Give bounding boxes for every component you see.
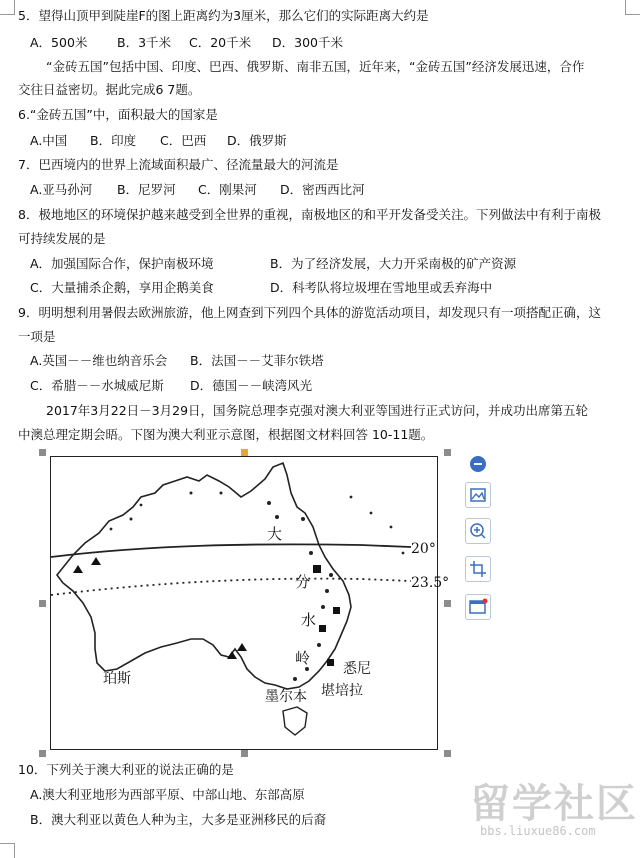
q7-option-b: B．尼罗河 (117, 182, 176, 197)
q8-option-b: B．为了经济发展，大力开采南极的矿产资源 (270, 256, 517, 271)
resize-handle-bottom-right[interactable] (444, 750, 451, 757)
q5-option-c: C．20千米 (189, 35, 252, 50)
q5-text: 5．望得山顶甲到陡崖F的图上距离约为3厘米，那么它们的实际距离大约是 (18, 8, 429, 23)
q7-text: 7．巴西境内的世界上流域面积最广、径流量最大的河流是 (18, 157, 339, 172)
q8-option-d: D．科考队将垃圾埋在雪地里或丢弃海中 (270, 280, 493, 295)
q6-option-a: A.中国 (30, 133, 68, 148)
q7-option-a: A.亚马孙河 (30, 182, 93, 197)
resize-handle-left[interactable] (39, 600, 46, 607)
corner-top-right (625, 0, 640, 15)
corner-top-left (0, 0, 15, 15)
city-canberra: 堪培拉 (321, 683, 363, 699)
minus-icon[interactable] (470, 456, 486, 472)
q9-option-a: A.英国－－维也纳音乐会 (30, 353, 168, 368)
q10-text: 10．下列关于澳大利亚的说法正确的是 (18, 762, 234, 777)
range-char-3: 水 (301, 611, 317, 629)
q10-option-b: B．澳大利亚以黄色人种为主，大多是亚洲移民的后裔 (30, 812, 327, 827)
range-char-1: 大 (267, 525, 283, 543)
q6-option-d: D．俄罗斯 (227, 133, 287, 148)
q8-option-a: A．加强国际合作，保护南极环境 (30, 256, 214, 271)
resize-handle-bottom-left[interactable] (39, 750, 46, 757)
zoom-in-icon[interactable] (465, 518, 491, 544)
q7-option-d: D．密西西比河 (280, 182, 365, 197)
mine-square (313, 565, 321, 573)
city-melbourne: 墨尔本 (265, 689, 307, 705)
mine-square (327, 659, 334, 666)
q10-option-a: A.澳大利亚地形为西部平原、中部山地、东部高原 (30, 787, 305, 802)
q5-option-a: A．500米 (30, 35, 88, 50)
resize-handle-top-right[interactable] (444, 449, 451, 456)
q8-line1: 8．极地地区的环境保护越来越受到全世界的重视，南极地区的和平开发备受关注。下列做法中有利于南极 (18, 207, 601, 222)
corner-bottom-left (0, 843, 15, 858)
window-icon[interactable] (465, 594, 491, 620)
mine-square (333, 607, 340, 614)
q5-option-d: D．300千米 (272, 35, 343, 50)
resize-handle-bottom[interactable] (241, 750, 248, 757)
australia-map (50, 456, 450, 750)
q5-option-b: B．3千米 (117, 35, 172, 50)
q8-line2: 可持续发展的是 (18, 231, 106, 246)
city-perth: 珀斯 (103, 671, 131, 687)
q9-option-c: C．希腊－－水城威尼斯 (30, 378, 164, 393)
q9-line1: 9．明明想利用暑假去欧洲旅游，他上网查到下列四个具体的游览活动项目，却发现只有一项搭配正确，这 (18, 305, 601, 320)
range-char-4: 岭 (295, 649, 311, 667)
australia-map-svg (51, 457, 450, 749)
q6-option-c: C．巴西 (160, 133, 207, 148)
latitude-20-line (51, 544, 411, 557)
mine-triangle (91, 557, 101, 565)
tasmania-outline (283, 707, 307, 735)
resize-handle-top-left[interactable] (39, 449, 46, 456)
lat-label-23-5: 23.5° (411, 575, 450, 591)
mine-triangle (237, 643, 247, 651)
coastal-marks (110, 492, 405, 682)
q9-option-b: B．法国－－艾菲尔铁塔 (190, 353, 324, 368)
passage1-line2: 交往日益密切。据此完成6 7题。 (18, 82, 201, 97)
mine-triangle (227, 651, 237, 659)
watermark-url: bbs.liuxue86.com (480, 824, 596, 838)
lat-label-20: 20° (411, 541, 436, 557)
mine-triangle (73, 565, 83, 573)
resize-handle-top[interactable] (241, 449, 248, 456)
watermark-title: 留学社区 (470, 781, 638, 827)
city-sydney: 悉尼 (343, 661, 371, 677)
image-icon[interactable] (465, 482, 491, 508)
range-char-2: 分 (295, 573, 311, 591)
passage2-line1: 2017年3月22日－3月29日，国务院总理李克强对澳大利亚等国进行正式访问，并成功出席第五轮 (46, 403, 589, 418)
q9-option-d: D．德国－－峡湾风光 (190, 378, 313, 393)
q6-text: 6.“金砖五国”中，面积最大的国家是 (18, 107, 218, 122)
resize-handle-right[interactable] (444, 600, 451, 607)
passage1-line1: “金砖五国”包括中国、印度、巴西、俄罗斯、南非五国，近年来，“金砖五国”经济发展迅速，合作 (46, 59, 585, 74)
tropic-dotted-line (51, 579, 411, 595)
mine-square (319, 625, 326, 632)
map-image-frame[interactable] (42, 452, 448, 756)
q7-option-c: C．刚果河 (198, 182, 257, 197)
crop-icon[interactable] (465, 556, 491, 582)
q9-line2: 一项是 (18, 329, 56, 344)
q6-option-b: B．印度 (90, 133, 137, 148)
passage2-line2: 中澳总理定期会晤。下图为澳大利亚示意图，根据图文材料回答 10-11题。 (18, 427, 434, 442)
q8-option-c: C．大量捕杀企鹅，享用企鹅美食 (30, 280, 214, 295)
watermark (470, 772, 640, 852)
